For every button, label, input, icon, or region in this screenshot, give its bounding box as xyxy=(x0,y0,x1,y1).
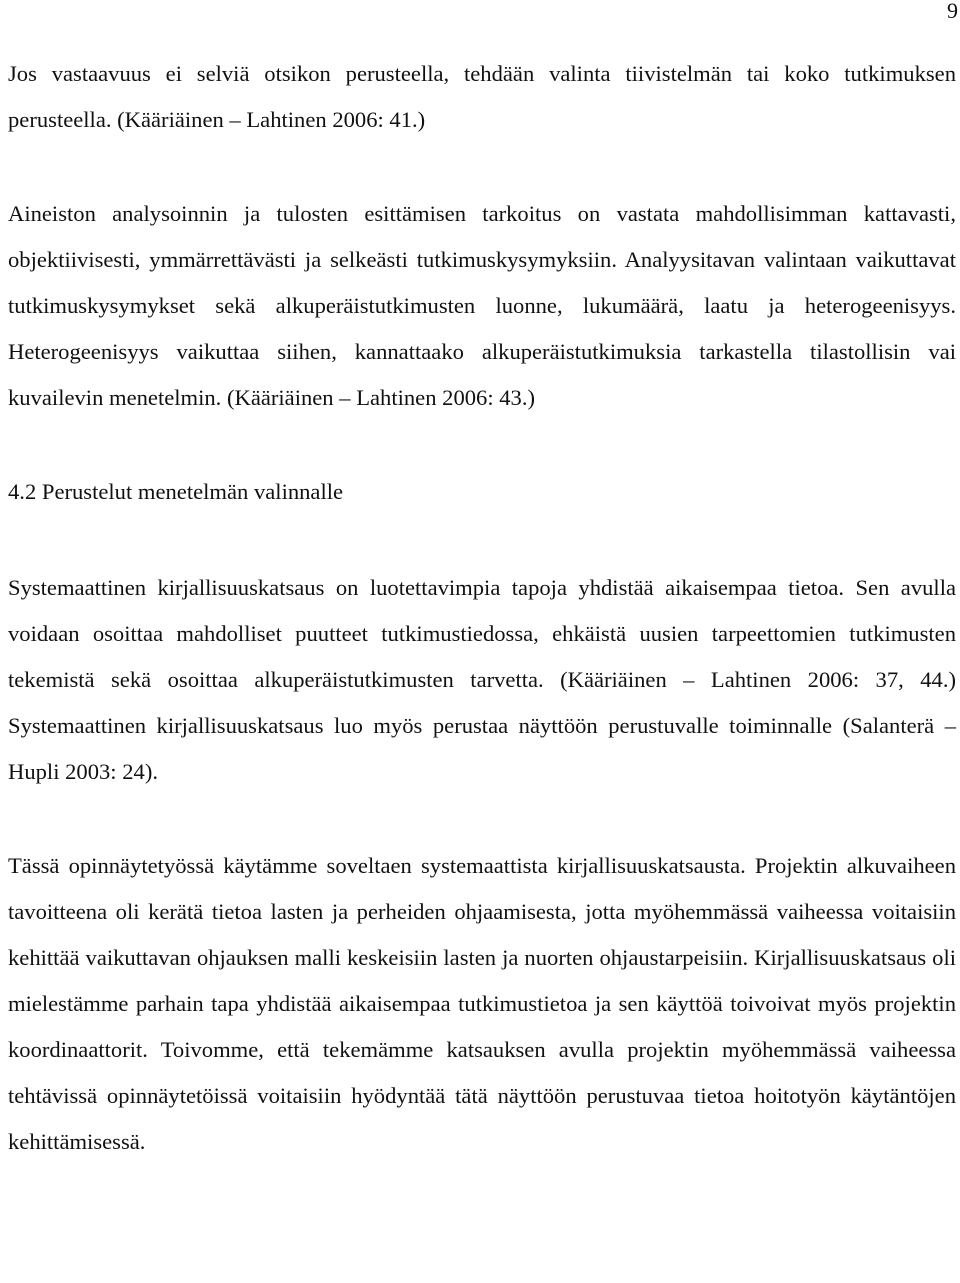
section-heading: 4.2 Perustelut menetelmän valinnalle xyxy=(8,479,344,504)
paragraph-thesis-method: Tässä opinnäytetyössä käytämme soveltaen systemaattista kirjallisuuskatsausta. Projektin alkuvaiheen tavoitteena oli kerätä tietoa lasten ja perheiden ohjaamisesta, jotta myöhemmässä vaiheessa voitaisiin kehittää vaikuttavan ohjauksen malli keskeisiin lasten ja nuorten ohjaustarpeisiin. Kirjallisuuskatsaus oli mielestämme parhain tapa yhdistää aikaisempaa tutkimustietoa ja sen käyttöä toivoivat myös projektin koordinaattorit. Toivomme, että tekemämme katsauksen avulla projektin myöhemmässä vaiheessa tehtävissä opinnäytetöissä voitaisiin hyödyntää tätä näyttöön perustuvaa tietoa hoitotyön käytäntöjen kehittämisessä. xyxy=(8,853,956,1154)
document-body xyxy=(8,51,956,1213)
paragraph-analysis-purpose: Aineiston analysoinnin ja tulosten esittämisen tarkoitus on vastata mahdollisimman kattavasti, objektiivisesti, ymmärrettävästi ja selkeästi tutkimuskysymyksiin. Analyysitavan valintaan vaikuttavat tutkimuskysymykset sekä alkuperäistutkimusten luonne, lukumäärä, laatu ja heterogeenisyys. Heterogeenisyys vaikuttaa siihen, kannattaako alkuperäistutkimuksia tarkastella tilastollisin vai kuvailevin menetelmin. (Kääriäinen – Lahtinen 2006: 43.) xyxy=(8,201,956,410)
paragraph-systematic-review: Systemaattinen kirjallisuuskatsaus on luotettavimpia tapoja yhdistää aikaisempaa tietoa. Sen avulla voidaan osoittaa mahdolliset puutteet tutkimustiedossa, ehkäistä uusien tarpeettomien tutkimusten tekemistä sekä osoittaa alkuperäistutkimusten tarvetta. (Kääriäinen – Lahtinen 2006: 37, 44.) Systemaattinen kirjallisuuskatsaus luo myös perustaa näyttöön perustuvalle toiminnalle (Salanterä – Hupli 2003: 24). xyxy=(8,575,956,784)
paragraph-selection-criteria: Jos vastaavuus ei selviä otsikon perusteella, tehdään valinta tiivistelmän tai koko tutkimuksen perusteella. (Kääriäinen – Lahtinen 2006: 41.) xyxy=(8,61,956,132)
page-number: 9 xyxy=(947,0,958,23)
